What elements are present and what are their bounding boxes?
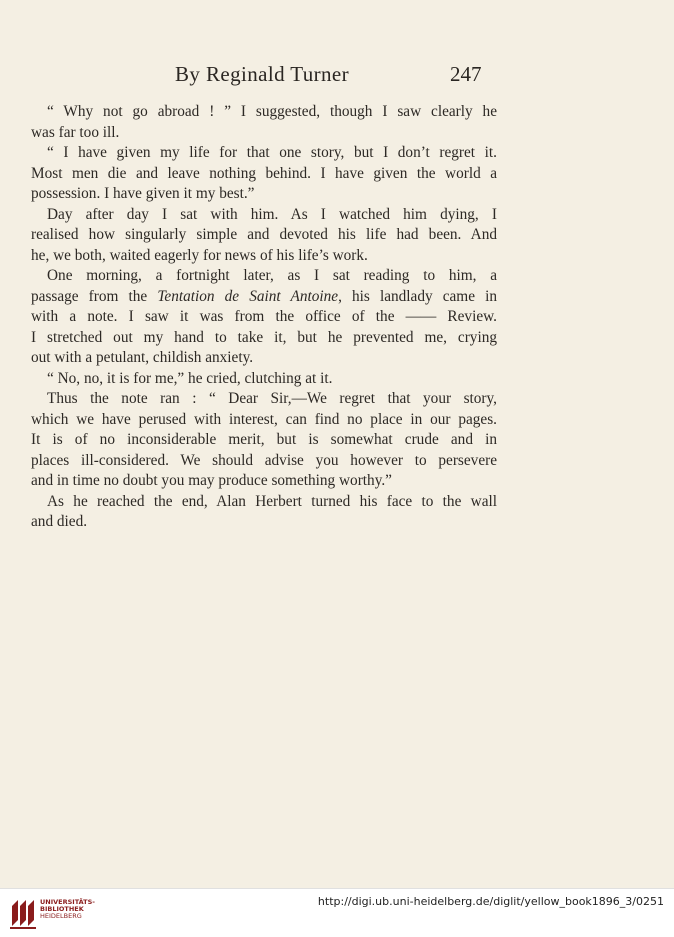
text-line: Day after day I sat with him. As I watched him dying, I xyxy=(47,205,497,223)
text-line: It is of no inconsiderable merit, but is somewhat crude and in xyxy=(31,431,497,448)
text-line: “ No, no, it is for me,” he cried, clutching at it. xyxy=(47,369,333,387)
text-line: realised how singularly simple and devoted his life had been. And xyxy=(31,226,497,243)
page-number: 247 xyxy=(450,62,482,86)
library-name-line: UNIVERSITÄTS- xyxy=(40,898,95,906)
text-line: “ I have given my life for that one story, but I don’t regret it. xyxy=(47,144,497,161)
running-title: By Reginald Turner xyxy=(175,62,350,86)
text-line: I stretched out my hand to take it, but he prevented me, crying xyxy=(31,328,497,346)
text-line: As he reached the end, Alan Herbert turned his face to the wall xyxy=(47,492,497,510)
book-title: Tentation de Saint Antoine xyxy=(157,287,339,305)
text-line: which we have perused with interest, can find no place in our pages. xyxy=(31,410,497,428)
text-line: with a note. I saw it was from the office of the —— Review. xyxy=(31,308,497,325)
text-line: he, we both, waited eagerly for news of his life’s work. xyxy=(31,246,368,264)
text-line: Thus the note ran : “ Dear Sir,—We regret that your story, xyxy=(47,390,497,407)
text-line: places ill-considered. We should advise you however to persevere xyxy=(31,451,497,469)
text-line-with-title xyxy=(31,287,497,308)
text-line: out with a petulant, childish anxiety. xyxy=(31,349,254,366)
text-line: possession. I have given it my best.” xyxy=(31,185,255,202)
text-line: and died. xyxy=(31,513,88,530)
running-head xyxy=(0,62,674,92)
text-line: Most men die and leave nothing behind. I have given the world a xyxy=(31,164,497,182)
passage-after: , his landlady came in xyxy=(338,287,497,305)
body-text xyxy=(31,102,497,533)
library-name-line: BIBLIOTHEK xyxy=(40,905,84,914)
library-logo-icon xyxy=(8,896,38,930)
text-line: “ Why not go abroad ! ” I suggested, though I saw clearly he xyxy=(47,103,497,120)
text-line: was far too ill. xyxy=(31,123,120,141)
library-name xyxy=(40,899,95,921)
text-line: and in time no doubt you may produce something worthy.” xyxy=(31,472,392,489)
source-url-link[interactable]: http://digi.ub.uni-heidelberg.de/diglit/yellow_book1896_3/0251 xyxy=(317,895,664,908)
library-name-line: HEIDELBERG xyxy=(40,912,82,921)
passage-before: passage from the xyxy=(31,287,158,305)
text-line: One morning, a fortnight later, as I sat reading to him, a xyxy=(47,267,497,284)
